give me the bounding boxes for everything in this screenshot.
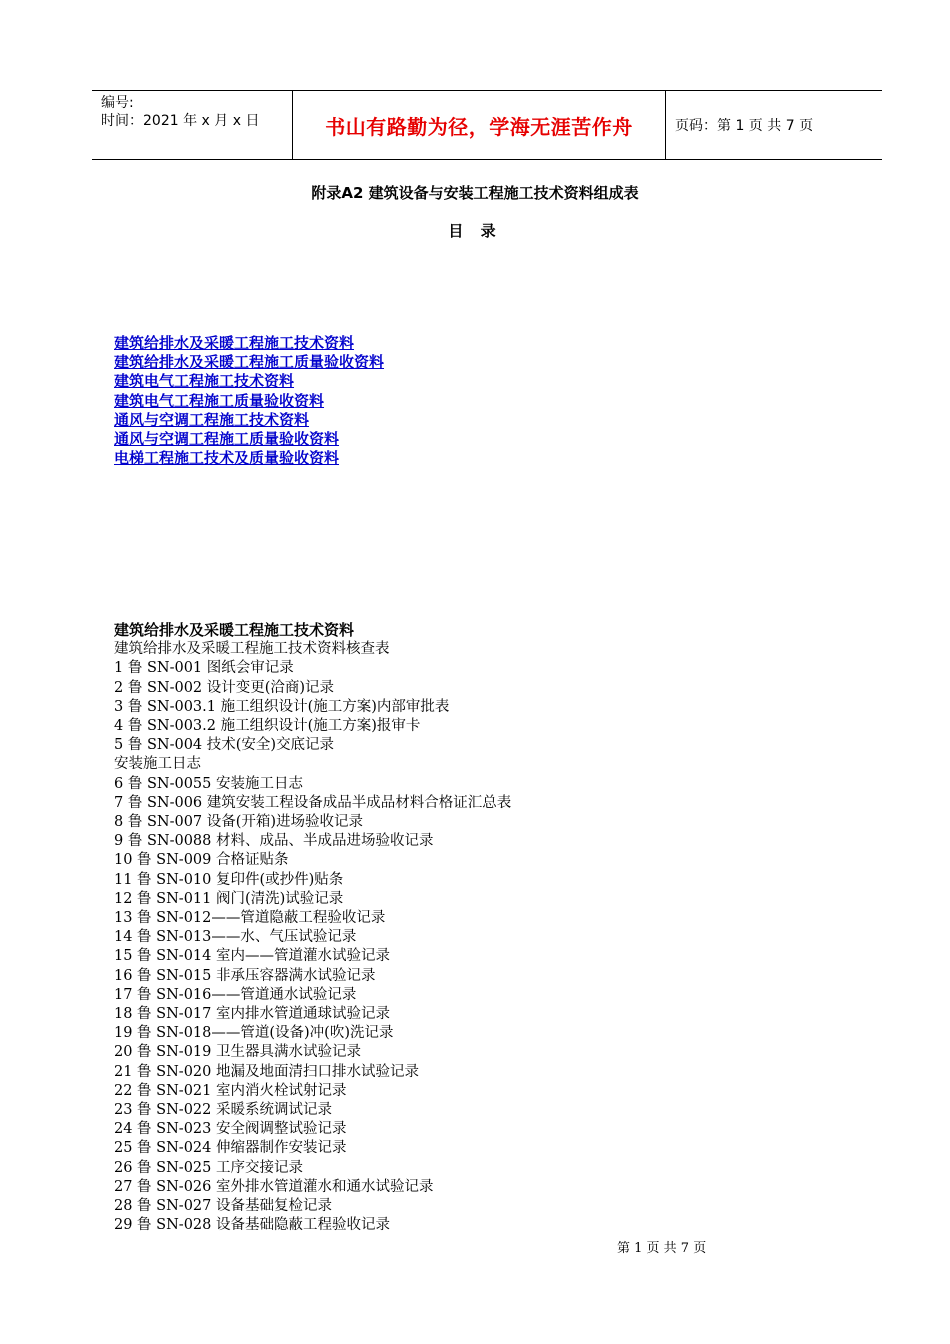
list-item: 26 鲁 SN-025 工序交接记录 [114, 1159, 303, 1176]
motto-text: 书山有路勤为径，学海无涯苦作舟 [325, 114, 633, 139]
header-table [92, 90, 882, 160]
list-item: 15 鲁 SN-014 室内——管道灌水试验记录 [114, 948, 390, 965]
list-item: 4 鲁 SN-003.2 施工组织设计(施工方案)报审卡 [114, 718, 421, 735]
list-item: 20 鲁 SN-019 卫生器具满水试验记录 [114, 1044, 361, 1061]
toc-link-plumbing-acceptance[interactable]: 建筑给排水及采暖工程施工质量验收资料 [114, 353, 385, 372]
toc-link-list [114, 334, 384, 468]
number-label: 编号: [101, 95, 134, 111]
list-item: 11 鲁 SN-010 复印件(或抄件)贴条 [114, 871, 344, 888]
header-meta-cell [92, 91, 293, 159]
list-item: 18 鲁 SN-017 室内排水管道通球试验记录 [114, 1006, 390, 1023]
section-title: 建筑给排水及采暖工程施工技术资料 [114, 621, 355, 639]
list-item: 24 鲁 SN-023 安全阀调整试验记录 [114, 1121, 347, 1138]
toc-link-electrical-technical[interactable]: 建筑电气工程施工技术资料 [114, 372, 295, 391]
list-item: 22 鲁 SN-021 室内消火栓试射记录 [114, 1082, 347, 1099]
list-item: 17 鲁 SN-016——管道通水试验记录 [114, 986, 357, 1003]
page-number-label: 页码：第 1 页 共 7 页 [675, 118, 814, 134]
list-item: 3 鲁 SN-003.1 施工组织设计(施工方案)内部审批表 [114, 698, 450, 715]
page-footer: 第 1 页 共 7 页 [617, 1241, 707, 1256]
list-item: 23 鲁 SN-022 采暖系统调试记录 [114, 1102, 332, 1119]
list-item: 7 鲁 SN-006 建筑安装工程设备成品半成品材料合格证汇总表 [114, 794, 512, 811]
toc-link-hvac-acceptance[interactable]: 通风与空调工程施工质量验收资料 [114, 430, 340, 449]
list-item: 14 鲁 SN-013——水、气压试验记录 [114, 929, 357, 946]
time-label: 时间：2021 年 x 月 x 日 [101, 113, 260, 129]
list-item: 16 鲁 SN-015 非承压容器满水试验记录 [114, 967, 376, 984]
list-item: 8 鲁 SN-007 设备(开箱)进场验收记录 [114, 814, 364, 831]
list-item: 27 鲁 SN-026 室外排水管道灌水和通水试验记录 [114, 1178, 434, 1195]
list-item: 5 鲁 SN-004 技术(安全)交底记录 [114, 737, 335, 754]
list-item: 12 鲁 SN-011 阀门(清洗)试验记录 [114, 890, 344, 907]
toc-link-plumbing-technical[interactable]: 建筑给排水及采暖工程施工技术资料 [114, 334, 355, 352]
list-item: 安装施工日志 [114, 756, 201, 773]
section-plumbing [114, 621, 511, 1236]
toc-link-hvac-technical[interactable]: 通风与空调工程施工技术资料 [114, 410, 310, 429]
list-item: 29 鲁 SN-028 设备基础隐蔽工程验收记录 [114, 1217, 390, 1234]
list-item: 6 鲁 SN-0055 安装施工日志 [114, 775, 303, 792]
list-item: 1 鲁 SN-001 图纸会审记录 [114, 660, 294, 677]
list-item: 10 鲁 SN-009 合格证贴条 [114, 852, 289, 869]
list-item: 25 鲁 SN-024 伸缩器制作安装记录 [114, 1140, 347, 1157]
document-title: 附录A2 建筑设备与安装工程施工技术资料组成表 [311, 184, 639, 202]
list-item: 21 鲁 SN-020 地漏及地面清扫口排水试验记录 [114, 1063, 419, 1080]
list-item: 建筑给排水及采暖工程施工技术资料核查表 [114, 641, 390, 658]
section-line-list [114, 640, 511, 1235]
list-item: 28 鲁 SN-027 设备基础复检记录 [114, 1198, 332, 1215]
toc-link-elevator[interactable]: 电梯工程施工技术及质量验收资料 [114, 449, 340, 468]
list-item: 2 鲁 SN-002 设计变更(洽商)记录 [114, 679, 335, 696]
motto-cell [293, 91, 666, 159]
list-item: 9 鲁 SN-0088 材料、成品、半成品进场验收记录 [114, 833, 434, 850]
page-number-cell [666, 91, 882, 159]
toc-link-electrical-acceptance[interactable]: 建筑电气工程施工质量验收资料 [114, 391, 325, 410]
list-item: 13 鲁 SN-012——管道隐蔽工程验收记录 [114, 910, 386, 927]
list-item: 19 鲁 SN-018——管道(设备)冲(吹)洗记录 [114, 1025, 394, 1042]
toc-heading: 目 录 [448, 222, 502, 240]
